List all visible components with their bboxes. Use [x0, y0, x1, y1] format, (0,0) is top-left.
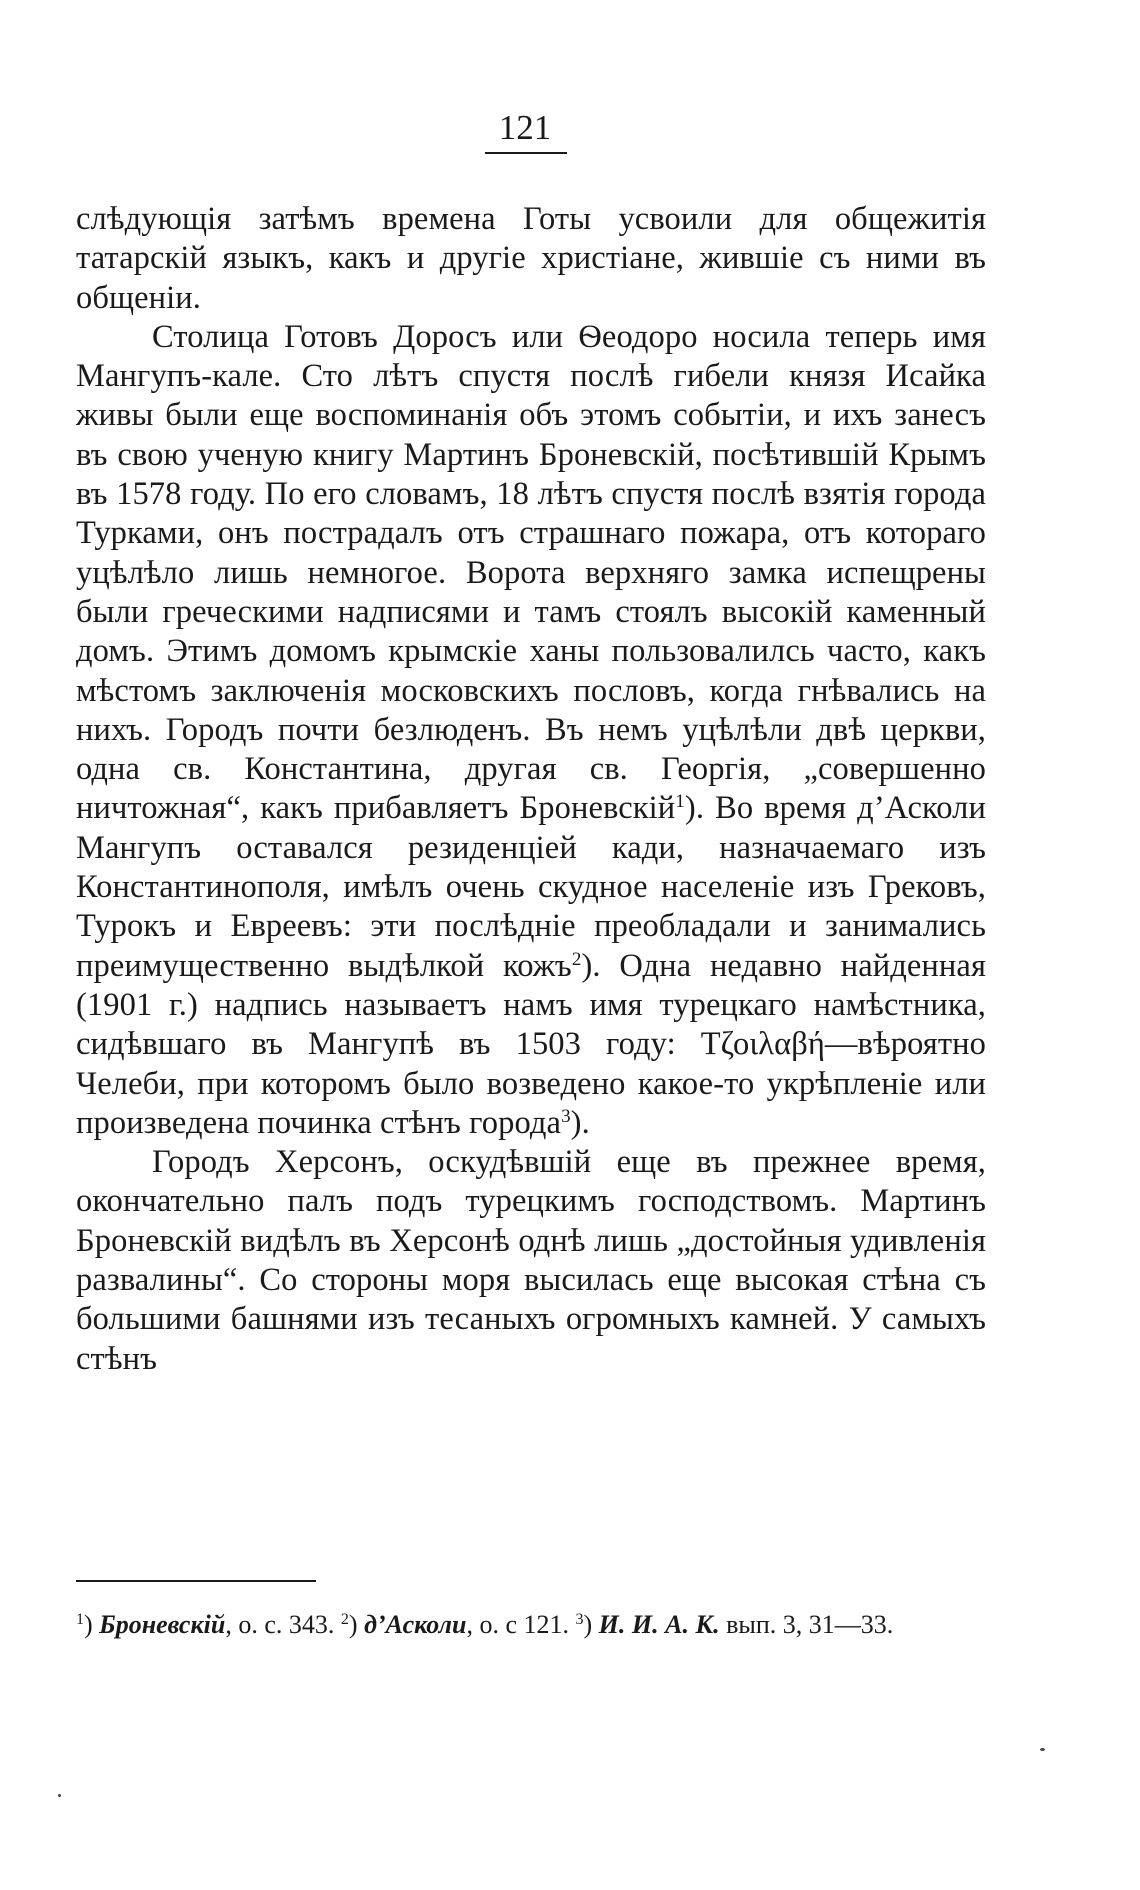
page-number: 121: [498, 108, 552, 147]
footnote-1-number: 1: [76, 1611, 84, 1628]
paragraph-2: [76, 318, 986, 1143]
footnotes: $^1$) Броневскій, о. с. 343. $^2$) д’Асколи, о. с 121. $^3$) И. И. А. К. вып. 3, 31—33.: [76, 1610, 894, 1639]
footnote-2-ref: , о. с 121.: [466, 1610, 569, 1639]
scan-speck: [58, 1794, 61, 1797]
footnote-3-source: И. И. А. К.: [598, 1610, 720, 1639]
footnote-2-author: д’Асколи: [364, 1610, 467, 1639]
footnote-mark-3: 3: [561, 1105, 571, 1127]
paragraph-2-part-d: ).: [570, 1104, 590, 1141]
footnote-3-ref: вып. 3, 31—33.: [726, 1610, 894, 1639]
footnote-mark-2: 2: [571, 948, 582, 970]
footnote-2-number: 2: [340, 1611, 349, 1628]
footnote-3-number: 3: [575, 1611, 584, 1628]
paragraph-1: слѣдующія затѣмъ времена Готы усвоили для общежитія татарскій языкъ, какъ и другіе христіане, жившіе съ ними въ общеніи.: [76, 201, 986, 316]
body-text: [76, 200, 986, 1379]
footnote-1-ref: , о. с. 343.: [225, 1610, 335, 1639]
paragraph-2-part-c: ). Одна недавно найденная (1901 г.) надпись называетъ намъ имя турецкаго намѣстника, сидѣвшаго въ Мангупѣ въ 1503 году: Τζοιλαβή—вѣроятно Челеби, при которомъ было возведено какое-то укрѣпленіе или произведена починка стѣнъ города: [76, 947, 986, 1141]
footnote-mark-1: 1: [675, 791, 685, 813]
page-number-rule: [485, 152, 567, 154]
paragraph-3: Городъ Херсонъ, оскудѣвшій еще въ прежнее время, окончательно палъ подъ турецкимъ господствомъ. Мартинъ Броневскій видѣлъ въ Херсонѣ однѣ лишь „достойныя удивленія развалины“. Со стороны моря высилась еще высокая стѣна съ большими башнями изъ тесаныхъ огромныхъ камней. У самыхъ стѣнъ: [76, 1144, 986, 1377]
paragraph-2-part-a: Столица Готовъ Доросъ или Ѳеодоро носила теперь имя Мангупъ-кале. Сто лѣтъ спустя послѣ гибели князя Исайка живы были еще воспоминанія объ этомъ событіи, и ихъ занесъ въ свою ученую книгу Мартинъ Броневскій, посѣтившій Крымъ въ 1578 году. По его словамъ, 18 лѣтъ спустя послѣ взятія города Турками, онъ пострадалъ отъ страшнаго пожара, отъ котораго уцѣлѣло лишь немногое. Ворота верхняго замка испещрены были греческими надписями и тамъ стоялъ высокій каменный домъ. Этимъ домомъ крымскіе ханы пользовалилсь часто, какъ мѣстомъ заключенія московскихъ пословъ, когда гнѣвались на нихъ. Городъ почти безлюденъ. Въ немъ уцѣлѣли двѣ церкви, одна св. Константина, другая св. Георгія, „совершенно ничтожная“, какъ прибавляетъ Броневскій: [76, 318, 986, 827]
scan-speck: [1040, 1748, 1045, 1751]
paragraph-2-part-b: ). Во время д’Асколи Мангупъ оставался резиденціей кади, назначаемаго изъ Константинополя, имѣлъ очень скудное населеніе изъ Грековъ, Турокъ и Евреевъ: эти послѣдніе преобладали и занимались преимущественно выдѣлкой кожъ: [76, 790, 986, 984]
footnote-1-author: Броневскій: [99, 1610, 226, 1639]
footnote-separator: [76, 1580, 316, 1582]
